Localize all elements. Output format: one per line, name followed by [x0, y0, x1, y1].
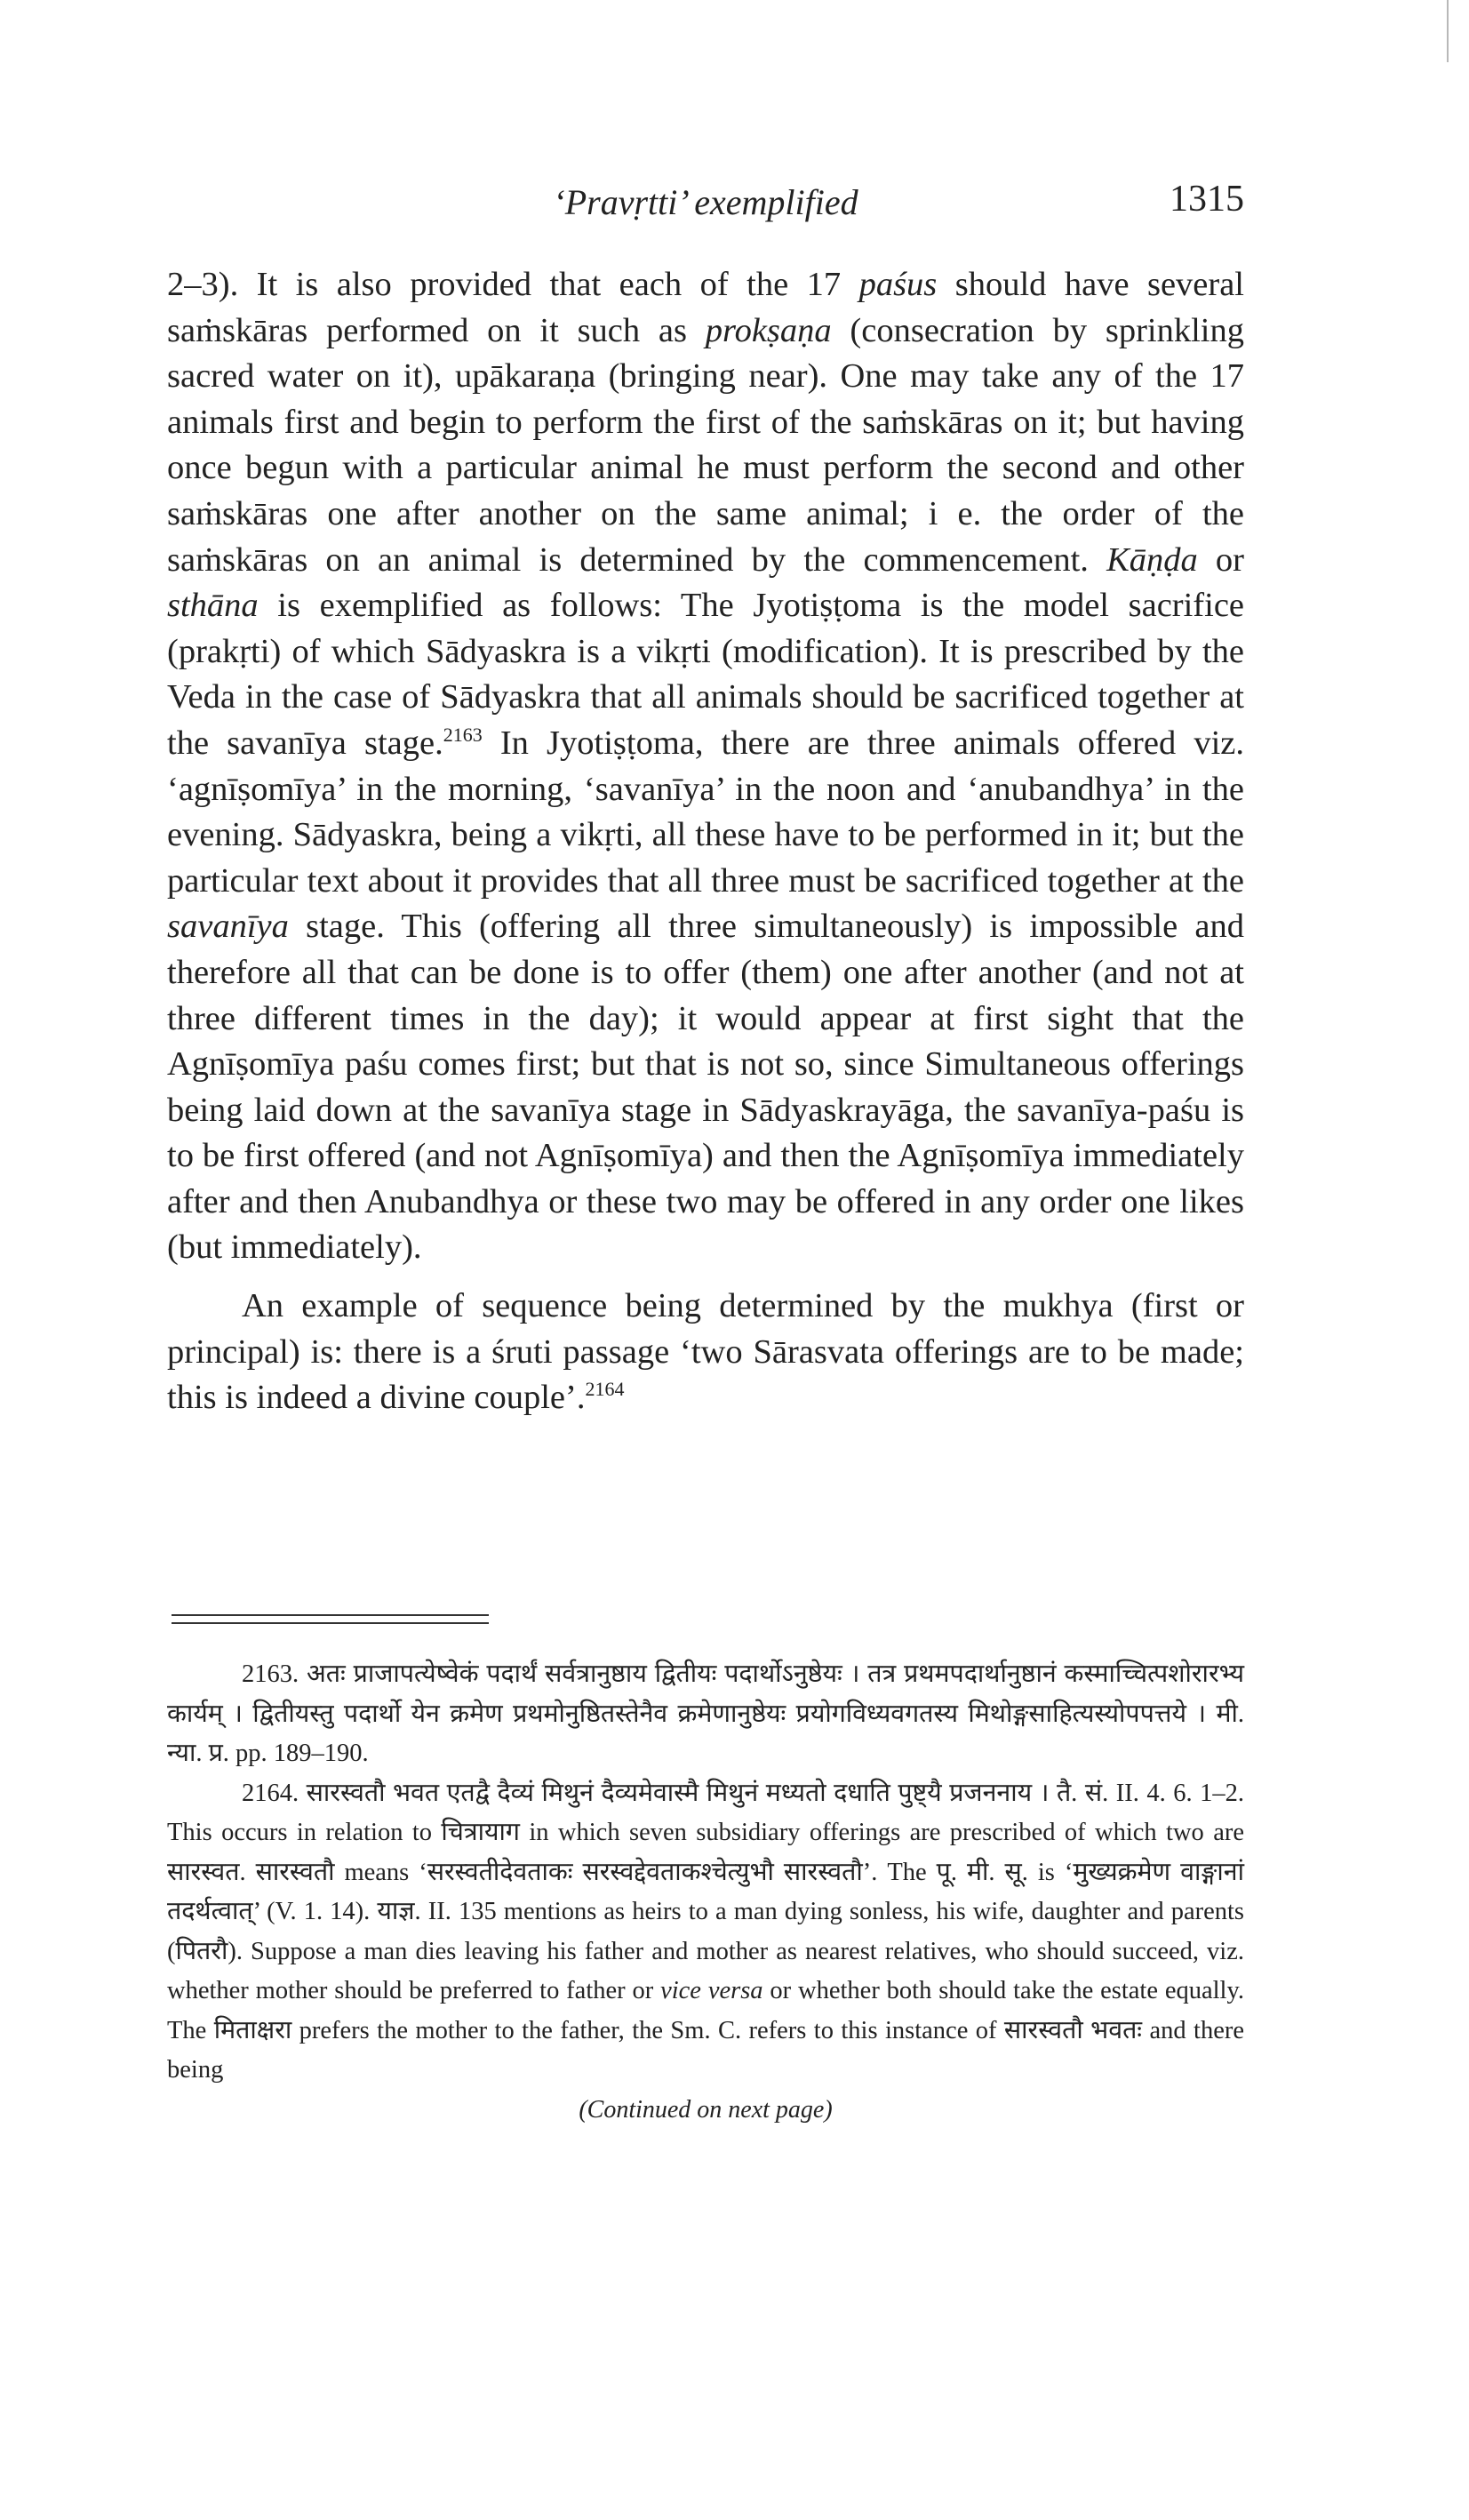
running-title: ‘Pravṛtti’ exemplified	[553, 182, 858, 222]
text-run: An example of sequence being determined by the mukhya (first or principal) is: there is a śruti passage ‘two Sārasvata offerings are to be made; this is indeed a divine couple’.	[167, 1287, 1244, 1417]
term-savaniya: savanīya	[167, 908, 289, 946]
paragraph-1	[167, 262, 1244, 1271]
text-run: should have several saṁskāras performed on it such as	[167, 266, 1245, 349]
footnote-2163: 2163. अतः प्राजापत्येष्वेकं पदार्थं सर्वत्रानुष्ठाय द्वितीयः पदार्थोऽनुष्ठेयः । तत्र प्रथमपदार्थानुष्ठानं कस्माच्चित्पशोरारभ्य कार्यम् । द्वितीयस्तु पदार्थो येन क्रमेण प्रथमोनुष्ठितस्तेनैव क्रमेणानुष्ठेयः प्रयोगविध्यवगतस्य मिथोङ्गसाहित्यस्योपपत्तये । मी. न्या. प्र. pp. 189–190.	[167, 1660, 1244, 1767]
footnote-2164	[167, 1774, 1244, 2091]
text-run: 2164. सारस्वतौ भवत एतद्वै दैव्यं मिथुनं दैव्यमेवास्मै मिथुनं मध्यतो दधाति पुष्ट्यै प्रजननाय । तै. सं. II. 4. 6. 1–2. This occurs in relation to चित्रायाग in which seven subsidiary offerings are prescribed of which two are सारस्वत. सारस्वतौ means ‘सरस्वतीदेवताकः सरस्वद्देवताकश्चेत्युभौ सारस्वतौ’. The पू. मी. सू. is ‘मुख्यक्रमेण वाङ्गानां तदर्थत्वात्’ (V. 1. 14). याज्ञ. II. 135 mentions as heirs to a man dying sonless, his wife, daughter and parents (पितरौ). Suppose a man dies leaving his father and mother as nearest relatives, who should succeed, viz. whether mother should be preferred to father or	[167, 1779, 1244, 2004]
paragraph-2	[167, 1284, 1244, 1421]
running-head	[167, 178, 1244, 231]
term-kanda: Kāṇḍa	[1106, 540, 1198, 579]
text-run: is exemplified as follows: The Jyotiṣṭoma is the model sacrifice (prakṛti) of which Sādyaskra is a vikṛti (modification). It is prescribed by the Veda in the case of Sādyaskra that all animals should be sacrificed together at the savanīya stage.	[167, 587, 1244, 762]
text-run: stage. This (offering all three simultaneously) is impossible and therefore all that can be done is to offer (them) one after another (and not at three different times in the day); it would appear at first sight that the Agnīṣomīya paśu comes first; but that is not so, since Simultaneous offerings being laid down at the savanīya stage in Sādyaskrayāga, the savanīya-paśu is to be first offered (and not Agnīṣomīya) and then the Agnīṣomīya immediately after and then Anubandhya or these two may be offered in any order one likes (but immediately).	[167, 908, 1244, 1267]
page-number: 1315	[1170, 179, 1244, 220]
footnotes	[167, 1655, 1244, 2091]
term-pasus: paśus	[858, 266, 938, 303]
footnote-ref-2163[interactable]: 2163	[443, 724, 483, 747]
text-run: 2–3). It is also provided that each of the 17	[167, 266, 859, 303]
term-vice-versa: vice versa	[660, 1977, 763, 2004]
body-text	[167, 262, 1244, 1421]
text-run: or whether both should take the estate equally. The मिताक्षरा prefers the mother to the father, the Sm. C. refers to this instance of सारस्वतौ भवतः and there being	[167, 1977, 1244, 2084]
term-sthana: sthāna	[167, 587, 259, 625]
text-run: In Jyotiṣṭoma, there are three animals offered viz. ‘agnīṣomīya’ in the morning, ‘savanīya’ in the noon and ‘anubandhya’ in the evening. Sādyaskra, being a vikṛti, all these have to be performed in it; but the particular text about it provides that all three must be sacrificed together at the	[167, 724, 1244, 900]
term-proksana: prokṣaṇa	[705, 311, 832, 349]
text-run: or	[1197, 540, 1245, 579]
footnote-divider	[172, 1614, 489, 1616]
footnote-divider	[172, 1622, 489, 1624]
continued-note: (Continued on next page)	[579, 2096, 833, 2124]
margin-rule	[1447, 0, 1449, 62]
footnote-ref-2164[interactable]: 2164	[585, 1378, 625, 1401]
text-run: (consecration by sprinkling sacred water on it), upākaraṇa (bringing near). One may take any of the 17 animals first and begin to perform the first of the saṁskāras on it; but having once begun with a particular animal he must perform the second and other saṁskāras one after another on the same animal; i e. the order of the saṁskāras on an animal is determined by the commencement.	[167, 311, 1245, 579]
